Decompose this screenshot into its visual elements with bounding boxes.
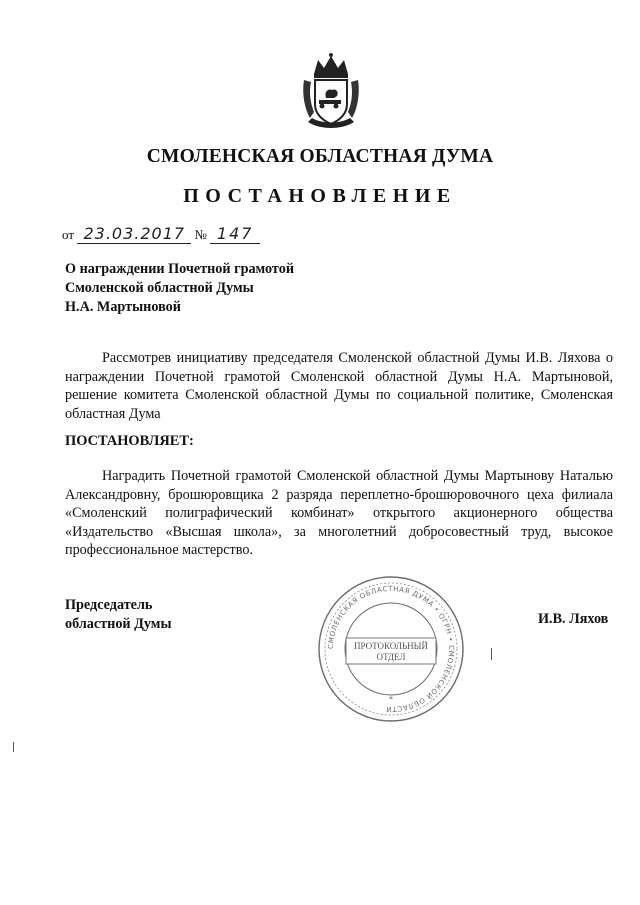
signatory-position-line-2: областной Думы bbox=[65, 615, 172, 632]
coat-of-arms-emblem bbox=[300, 52, 362, 132]
date-from-label: от bbox=[62, 227, 75, 242]
subject-line-3: Н.А. Мартыновой bbox=[65, 298, 181, 315]
scan-mark bbox=[13, 742, 14, 752]
scan-mark bbox=[491, 648, 492, 660]
document-type-title: ПОСТАНОВЛЕНИЕ bbox=[183, 185, 457, 207]
subject-line-2: Смоленской областной Думы bbox=[65, 279, 254, 296]
organization-title: СМОЛЕНСКАЯ ОБЛАСТНАЯ ДУМА bbox=[146, 146, 494, 167]
date-number-line bbox=[62, 225, 260, 244]
number-label: № bbox=[194, 227, 207, 242]
resolution-paragraph: Наградить Почетной грамотой Смоленской областной Думы Мартынову Наталью Александровну, брошюровщика 2 разряда переплетно-брошюровочного цеха филиала «Смоленский полиграфический комбинат» открытого акционерного общества «Издательство «Высшая школа», за многолетний добросовестный труд, высокое профессиональное мастерство. bbox=[65, 468, 613, 559]
signatory-position-line-1: Председатель bbox=[65, 597, 153, 613]
seal-inner-line-2: ОТДЕЛ bbox=[376, 652, 406, 662]
svg-text:*: * bbox=[389, 695, 393, 704]
decree-heading: ПОСТАНОВЛЯЕТ: bbox=[65, 433, 194, 449]
seal-ring-text: СМОЛЕНСКАЯ ОБЛАСТНАЯ ДУМА • ОГРН • СМОЛЕНСКОЙ ОБЛАСТИ bbox=[326, 584, 456, 714]
subject-line-1: О награждении Почетной грамотой bbox=[65, 261, 294, 277]
official-seal-stamp bbox=[316, 574, 466, 724]
handwritten-number: 147 bbox=[210, 225, 260, 244]
signatory-name: И.В. Ляхов bbox=[538, 611, 609, 627]
preamble-paragraph: Рассмотрев инициативу председателя Смоленской областной Думы И.В. Ляхова о награждении Почетной грамотой Смоленской областной Думы Н.А. Мартыновой, решение комитета Смоленской областной Думы по социальной политике, Смоленская областная Дума bbox=[65, 350, 613, 422]
signatory-position bbox=[65, 596, 172, 634]
subject-block bbox=[65, 260, 294, 316]
seal-inner-line-1: ПРОТОКОЛЬНЫЙ bbox=[354, 641, 428, 651]
handwritten-date: 23.03.2017 bbox=[77, 225, 191, 244]
